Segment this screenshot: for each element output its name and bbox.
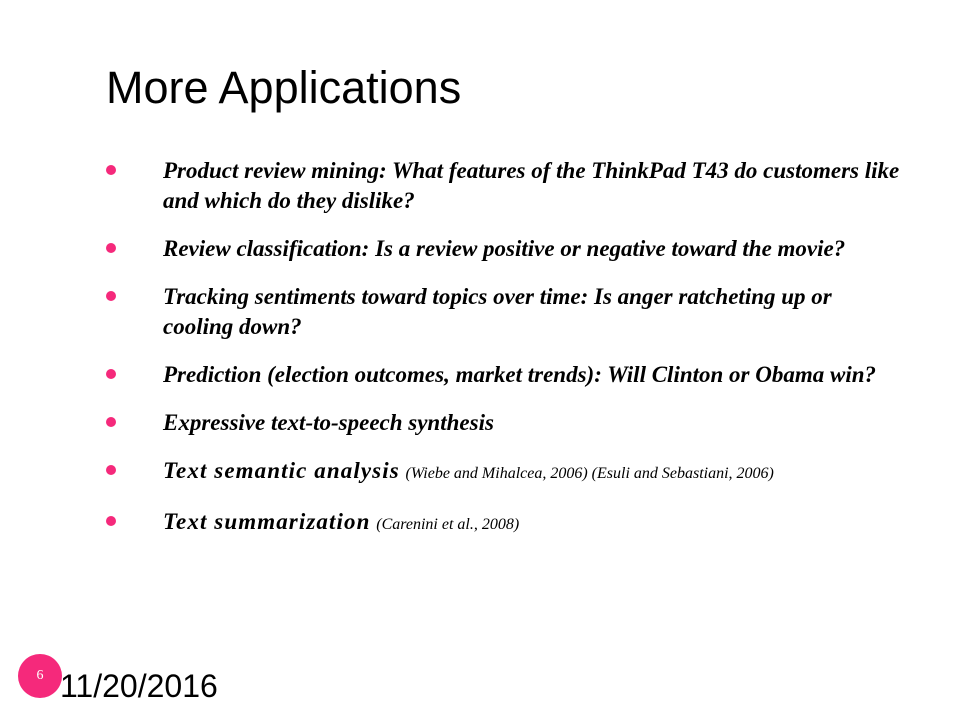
bullet-text: Review classification: Is a review positive or negative toward the movie? [163, 236, 846, 261]
bullet-item [106, 156, 906, 216]
bullet-text: Expressive text-to-speech synthesis [163, 410, 494, 435]
slide-date: 11/20/2016 [60, 668, 218, 704]
bullet-item [106, 456, 906, 489]
bullet-text: Prediction (election outcomes, market trends): Will Clinton or Obama win? [163, 362, 877, 387]
bullet-item [106, 408, 906, 438]
bullet-item [106, 507, 906, 540]
bullet-dot-icon [106, 291, 116, 301]
bullet-item [106, 282, 906, 342]
bullet-item [106, 234, 906, 264]
bullet-text: Product review mining: What features of the ThinkPad T43 do customers like and which do they dislike? [163, 158, 900, 213]
bullet-dot-icon [106, 417, 116, 427]
bullet-dot-icon [106, 465, 116, 475]
bullet-text: Text semantic analysis [163, 458, 400, 483]
bullet-text: Text summarization [163, 509, 371, 534]
bullet-dot-icon [106, 369, 116, 379]
bullet-citation: (Carenini et al., 2008) [376, 516, 520, 533]
bullet-item [106, 360, 906, 390]
bullet-text: Tracking sentiments toward topics over time: Is anger ratcheting up or cooling down? [163, 284, 832, 339]
bullet-dot-icon [106, 165, 116, 175]
page-number-badge: 6 [18, 654, 62, 698]
bullet-list [106, 156, 906, 558]
bullet-dot-icon [106, 243, 116, 253]
slide-title: More Applications [106, 62, 462, 113]
bullet-citation: (Wiebe and Mihalcea, 2006) (Esuli and Sebastiani, 2006) [405, 465, 774, 482]
bullet-dot-icon [106, 516, 116, 526]
